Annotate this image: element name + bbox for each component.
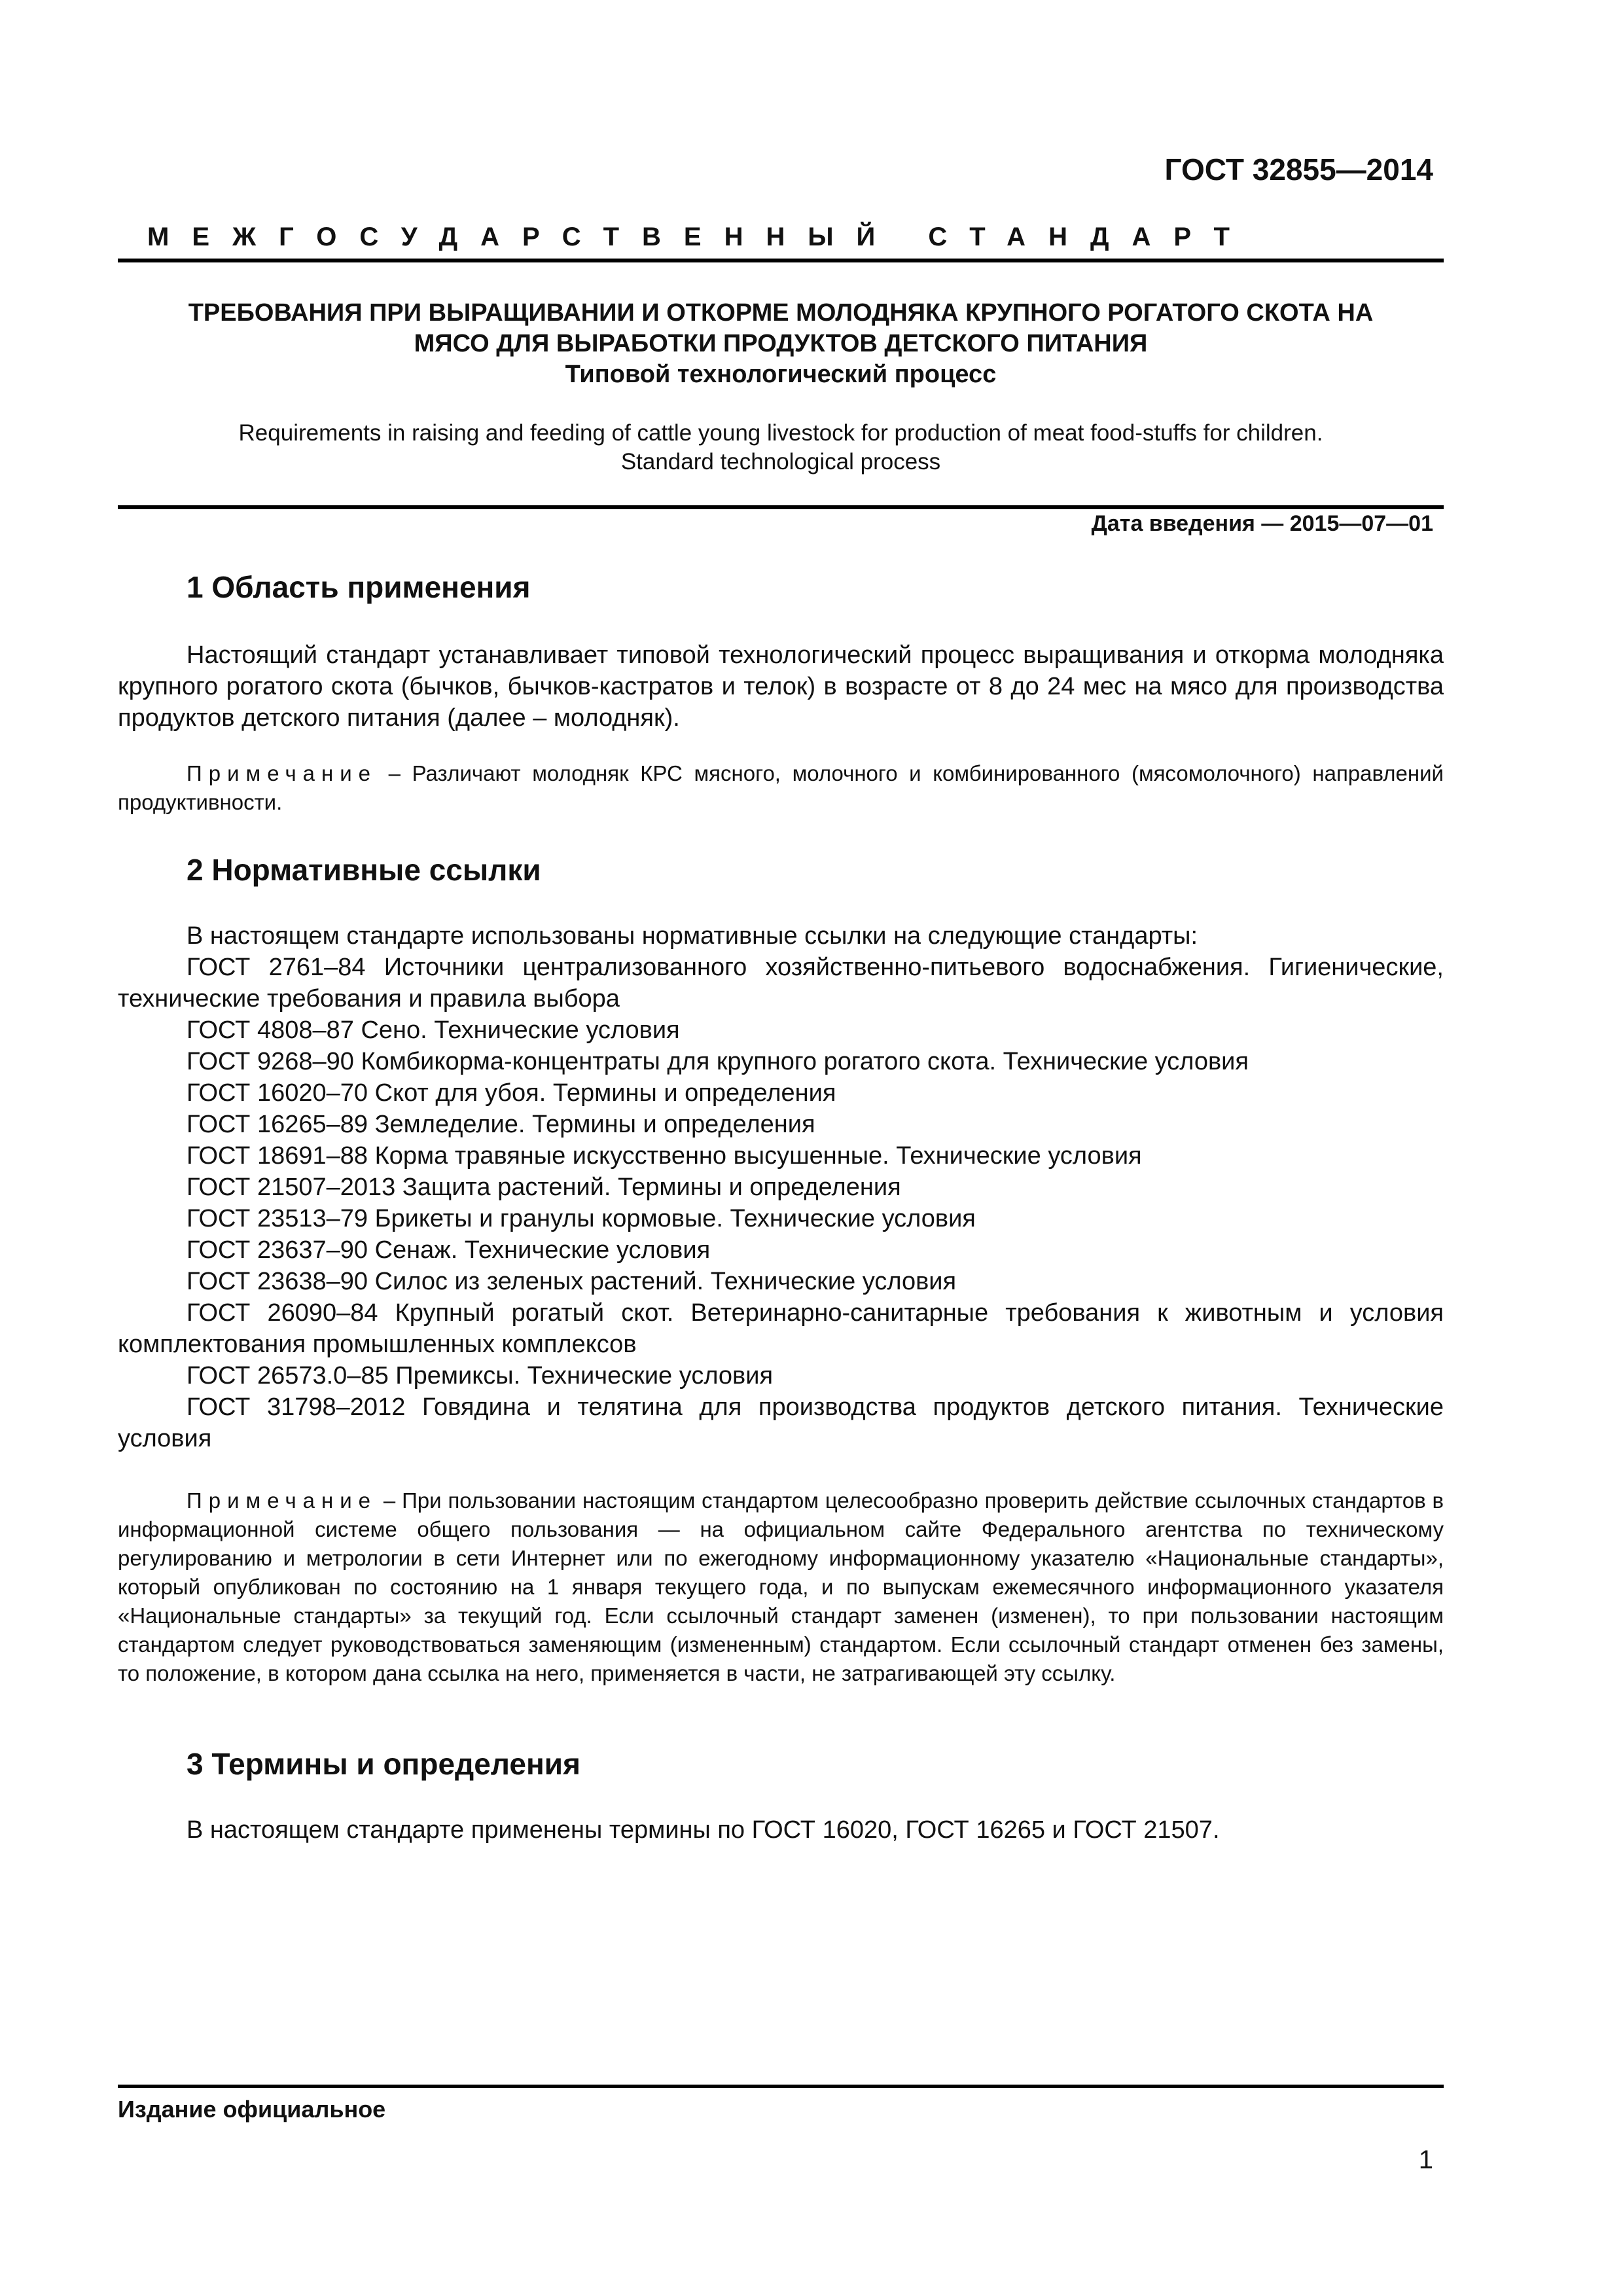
title-line-1: ТРЕБОВАНИЯ ПРИ ВЫРАЩИВАНИИ И ОТКОРМЕ МОЛОДНЯКА КРУПНОГО РОГАТОГО СКОТА НА (188, 299, 1374, 327)
section-3-text (118, 1814, 1444, 1846)
reference-item: ГОСТ 26573.0–85 Премиксы. Технические условия (187, 1362, 774, 1390)
title-line-2: МЯСО ДЛЯ ВЫРАБОТКИ ПРОДУКТОВ ДЕТСКОГО ПИТАНИЯ (414, 330, 1148, 357)
section-3-heading: 3 Термины и определения (187, 1747, 580, 1781)
section-2-intro-text: В настоящем стандарте использованы нормативные ссылки на следующие стандарты: (187, 922, 1198, 950)
reference-item: ГОСТ 2761–84 Источники централизованного хозяйственно-питьевого водоснабжения. Гигиенические, технические требования и правила выбора (118, 954, 1444, 1013)
section-1-note (118, 759, 1444, 817)
introduction-date: Дата введения — 2015—07—01 (1091, 511, 1433, 536)
reference-item: ГОСТ 23513–79 Брикеты и гранулы кормовые. Технические условия (187, 1205, 976, 1232)
document-title (118, 298, 1444, 359)
header-divider (118, 259, 1444, 262)
note-label: Примечание (187, 1488, 378, 1513)
reference-item: ГОСТ 23637–90 Сенаж. Технические условия (187, 1236, 711, 1264)
note-text: – Различают молодняк КРС мясного, молочного и комбинированного (мясомолочного) направлений продуктивности. (118, 761, 1444, 814)
section-1-heading: 1 Область применения (187, 570, 531, 604)
footer-divider (118, 2085, 1444, 2088)
reference-item: ГОСТ 4808–87 Сено. Технические условия (187, 1016, 680, 1044)
page-number: 1 (1418, 2145, 1433, 2174)
section-1-text (118, 639, 1444, 734)
section-2-intro (118, 920, 1444, 952)
section-2-note (118, 1486, 1444, 1688)
interstate-standard-label: МЕЖГОСУДАРСТВЕННЫЙ СТАНДАРТ (147, 223, 1253, 251)
document-number: ГОСТ 32855—2014 (1164, 152, 1433, 187)
title-divider (118, 505, 1444, 509)
english-title-line-1: Requirements in raising and feeding of cattle young livestock for production of meat food-stuffs for children. (238, 420, 1323, 446)
reference-item: ГОСТ 9268–90 Комбикорма-концентраты для крупного рогатого скота. Технические условия (187, 1048, 1249, 1075)
reference-item: ГОСТ 18691–88 Корма травяные искусственно высушенные. Технические условия (187, 1142, 1142, 1170)
note-text: – При пользовании настоящим стандартом целесообразно проверить действие ссылочных стандартов в информационной системе общего пользования — на официальном сайте Федерального агентства по техническому регулированию и метрологии в сети Интернет или по ежегодному информационному указателю «Национальные стандарты», который опубликован по состоянию на 1 января текущего года, и по выпускам ежемесячного информационного указателя «Национальные стандарты» за текущий год. Если ссылочный стандарт заменен (изменен), то при пользовании настоящим стандартом следует руководствоваться заменяющим (измененным) стандартом. Если ссылочный стандарт отменен без замены, то положение, в котором дана ссылка на него, применяется в части, не затрагивающей эту ссылку. (118, 1488, 1444, 1685)
reference-item: ГОСТ 26090–84 Крупный рогатый скот. Ветеринарно-санитарные требования к животным и условия комплектования промышленных комплексов (118, 1299, 1444, 1358)
reference-item: ГОСТ 31798–2012 Говядина и телятина для производства продуктов детского питания. Технические условия (118, 1393, 1444, 1452)
reference-item: ГОСТ 16265–89 Земледелие. Термины и определения (187, 1111, 815, 1138)
section-1-paragraph: Настоящий стандарт устанавливает типовой технологический процесс выращивания и откорма молодняка крупного рогатого скота (бычков, бычков-кастратов и телок) в возрасте от 8 до 24 мес на мясо для производства продуктов детского питания (далее – молодняк). (118, 641, 1444, 732)
english-title-line-2: Standard technological process (620, 449, 941, 475)
official-edition-label: Издание официальное (118, 2096, 386, 2123)
reference-item: ГОСТ 21507–2013 Защита растений. Термины и определения (187, 1174, 901, 1201)
reference-item: ГОСТ 16020–70 Скот для убоя. Термины и определения (187, 1079, 836, 1107)
section-2-heading: 2 Нормативные ссылки (187, 853, 541, 887)
reference-list (118, 952, 1444, 1454)
reference-item: ГОСТ 23638–90 Силос из зеленых растений. Технические условия (187, 1268, 957, 1295)
english-title (118, 419, 1444, 476)
note-label: Примечание (187, 761, 378, 785)
section-3-paragraph: В настоящем стандарте применены термины по ГОСТ 16020, ГОСТ 16265 и ГОСТ 21507. (187, 1816, 1220, 1844)
document-subtitle: Типовой технологический процесс (565, 361, 997, 388)
